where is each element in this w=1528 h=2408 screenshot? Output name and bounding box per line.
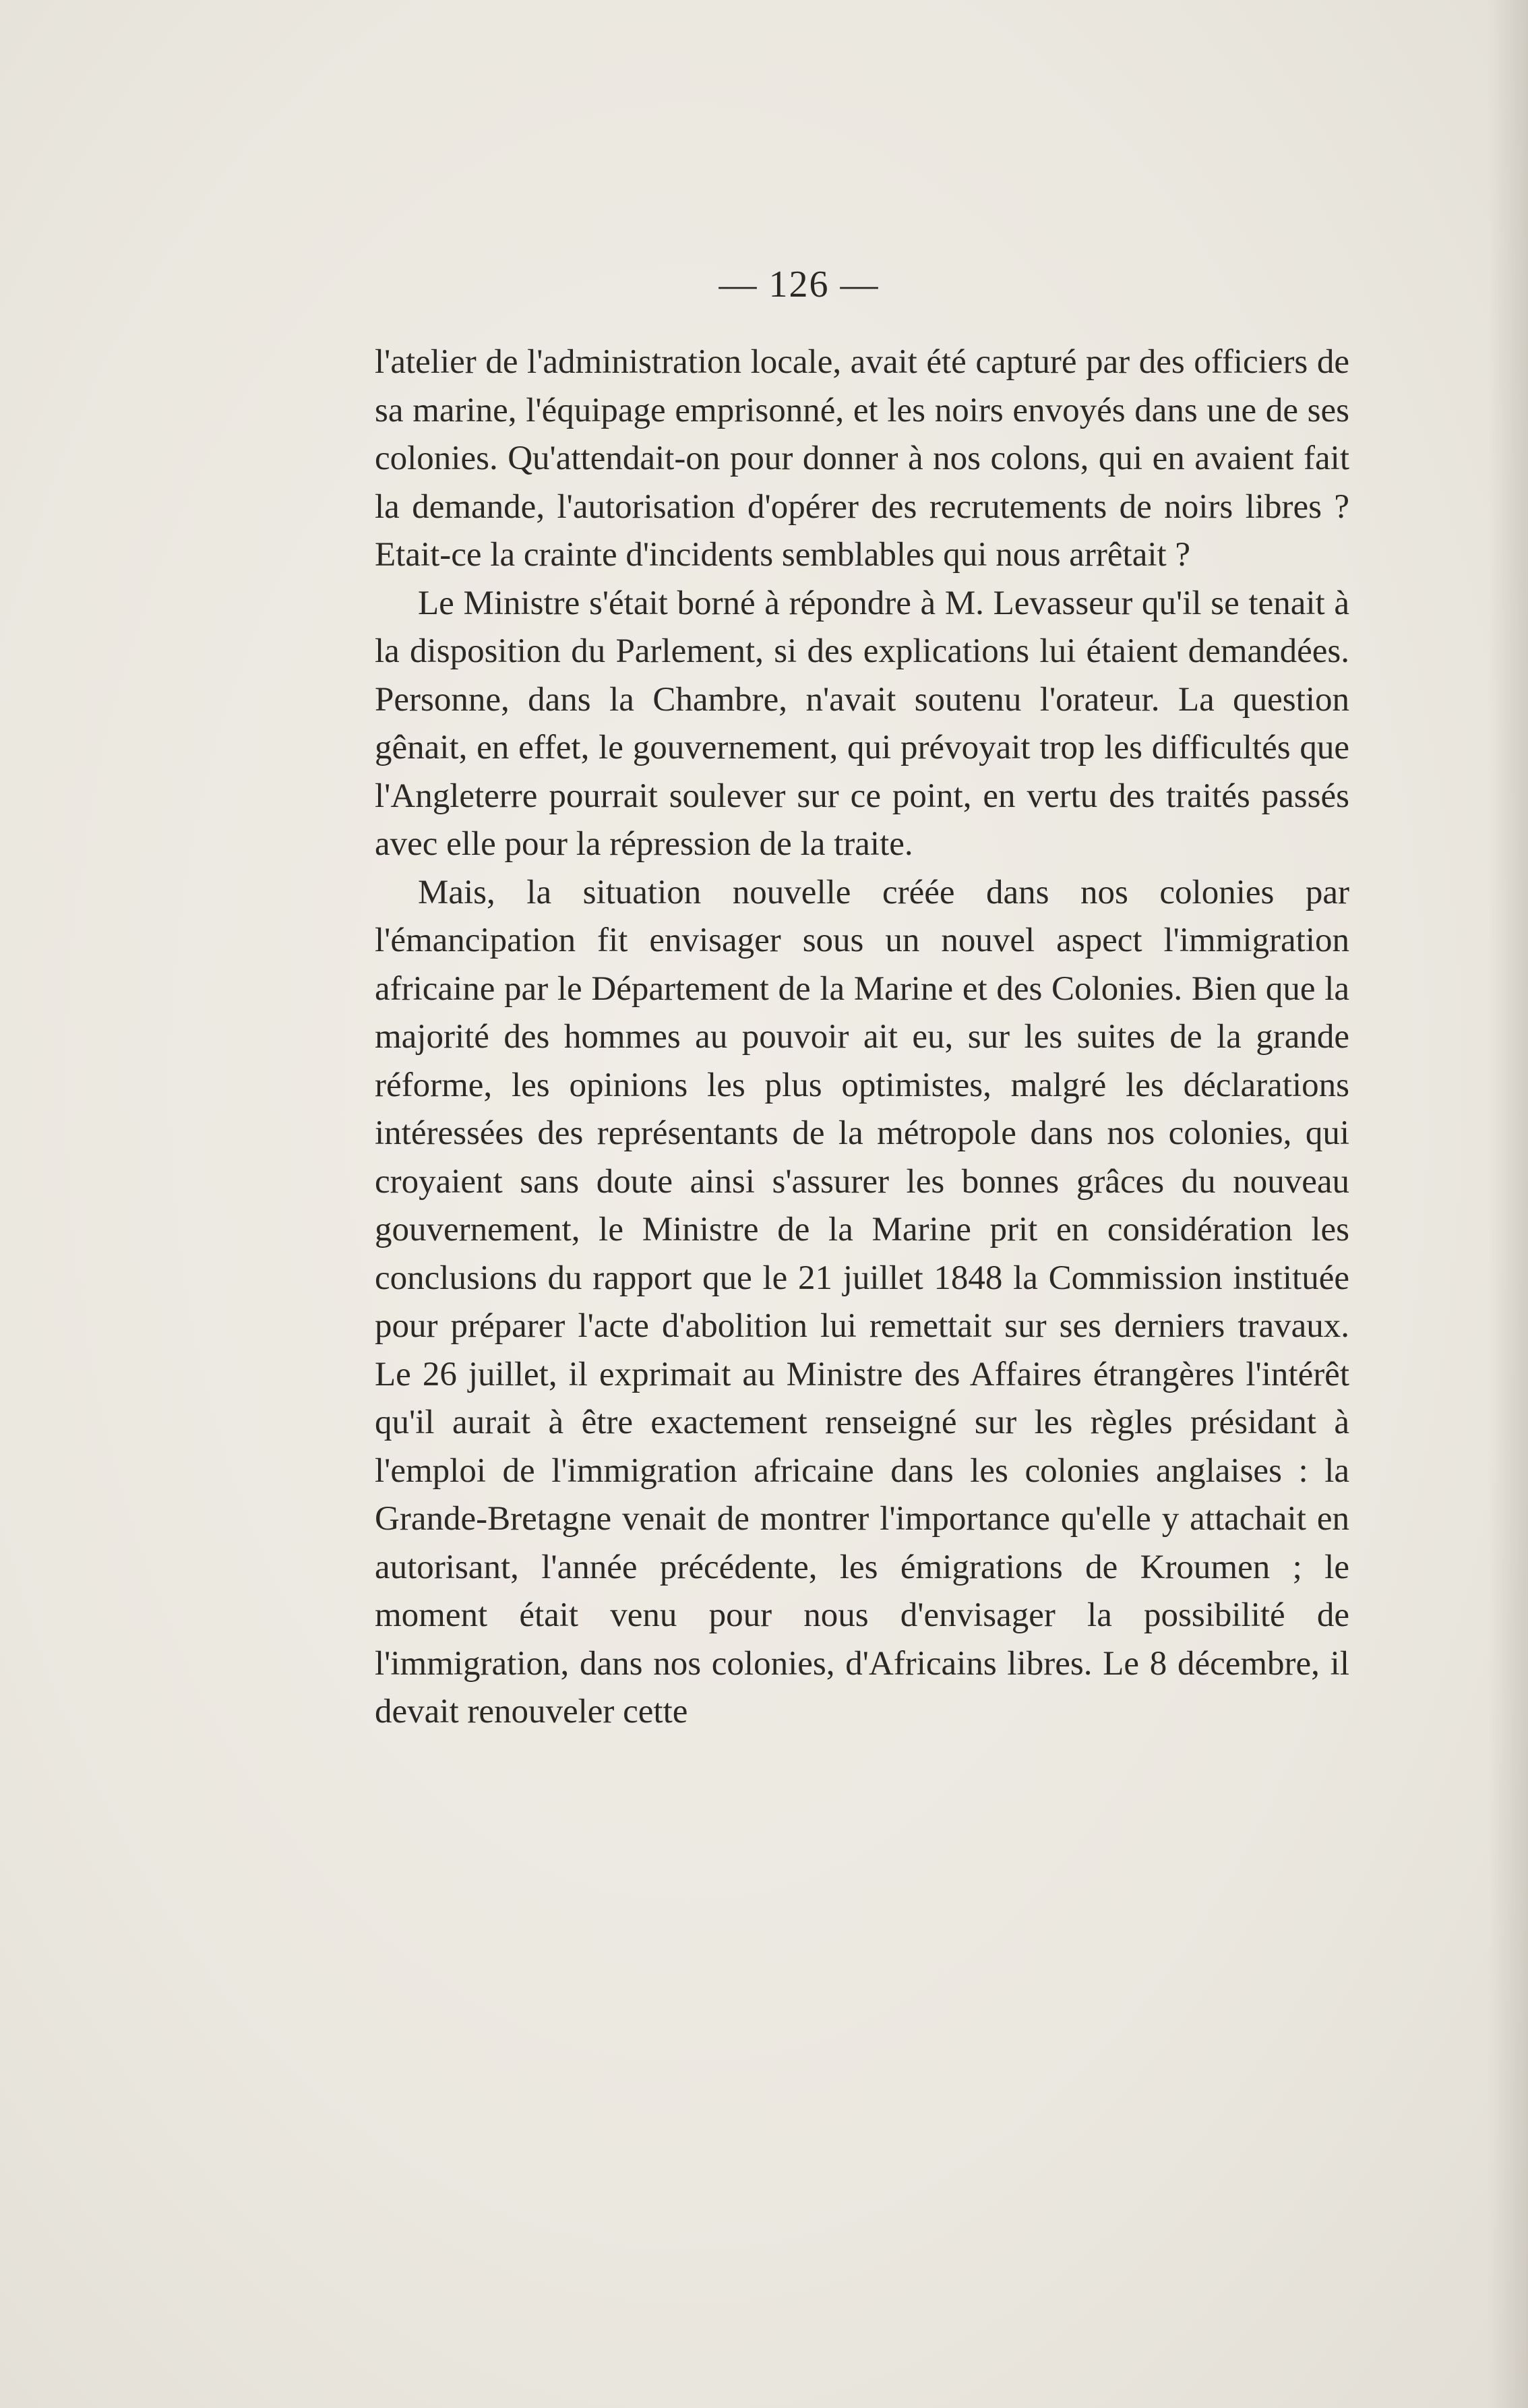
page-edge-shadow xyxy=(1488,0,1528,2408)
paragraph-2: Le Ministre s'était borné à répondre à M. Levasseur qu'il se tenait à la disposition du Parlement, si des explications lui étaient demandées. Personne, dans la Chambre, n'avait soutenu l'orateur. La question gênait, en effet, le gouvernement, qui prévoyait trop les difficultés que l'Angleterre pourrait soulever sur ce point, en vertu des traités passés avec elle pour la répression de la traite. xyxy=(375,584,1349,863)
paragraph-1: l'atelier de l'administration locale, avait été capturé par des officiers de sa marine, l'équipage emprisonné, et les noirs envoyés dans une de ses colonies. Qu'attendait-on pour donner à nos colons, qui en avaient fait la demande, l'autorisation d'opérer des recrutements de noirs libres ? Etait-ce la crainte d'incidents semblables qui nous arrêtait ? xyxy=(375,343,1349,574)
paragraph-3: Mais, la situation nouvelle créée dans nos colonies par l'émancipation fit envisager sous un nouvel aspect l'immigration africaine par le Département de la Marine et des Colonies. Bien que la majorité des hommes au pouvoir ait eu, sur les suites de la grande réforme, les opinions les plus optimistes, malgré les déclarations intéressées des représentants de la métropole dans nos colonies, qui croyaient sans doute ainsi s'assurer les bonnes grâces du nouveau gouvernement, le Ministre de la Marine prit en considération les conclusions du rapport que le 21 juillet 1848 la Commission instituée pour préparer l'acte d'abolition lui remettait sur ses derniers travaux. Le 26 juillet, il exprimait au Ministre des Affaires étrangères l'intérêt qu'il aurait à être exactement renseigné sur les règles présidant à l'emploi de l'immigration africaine dans les colonies anglaises : la Grande-Bretagne venait de montrer l'importance qu'elle y attachait en autorisant, l'année précédente, les émigrations de Kroumen ; le moment était venu pour nous d'envisager la possibilité de l'immigration, dans nos colonies, d'Africains libres. Le 8 décembre, il devait renouveler cette xyxy=(375,873,1349,1730)
page-number: — 126 — xyxy=(719,264,880,305)
body-text xyxy=(375,338,1349,1737)
